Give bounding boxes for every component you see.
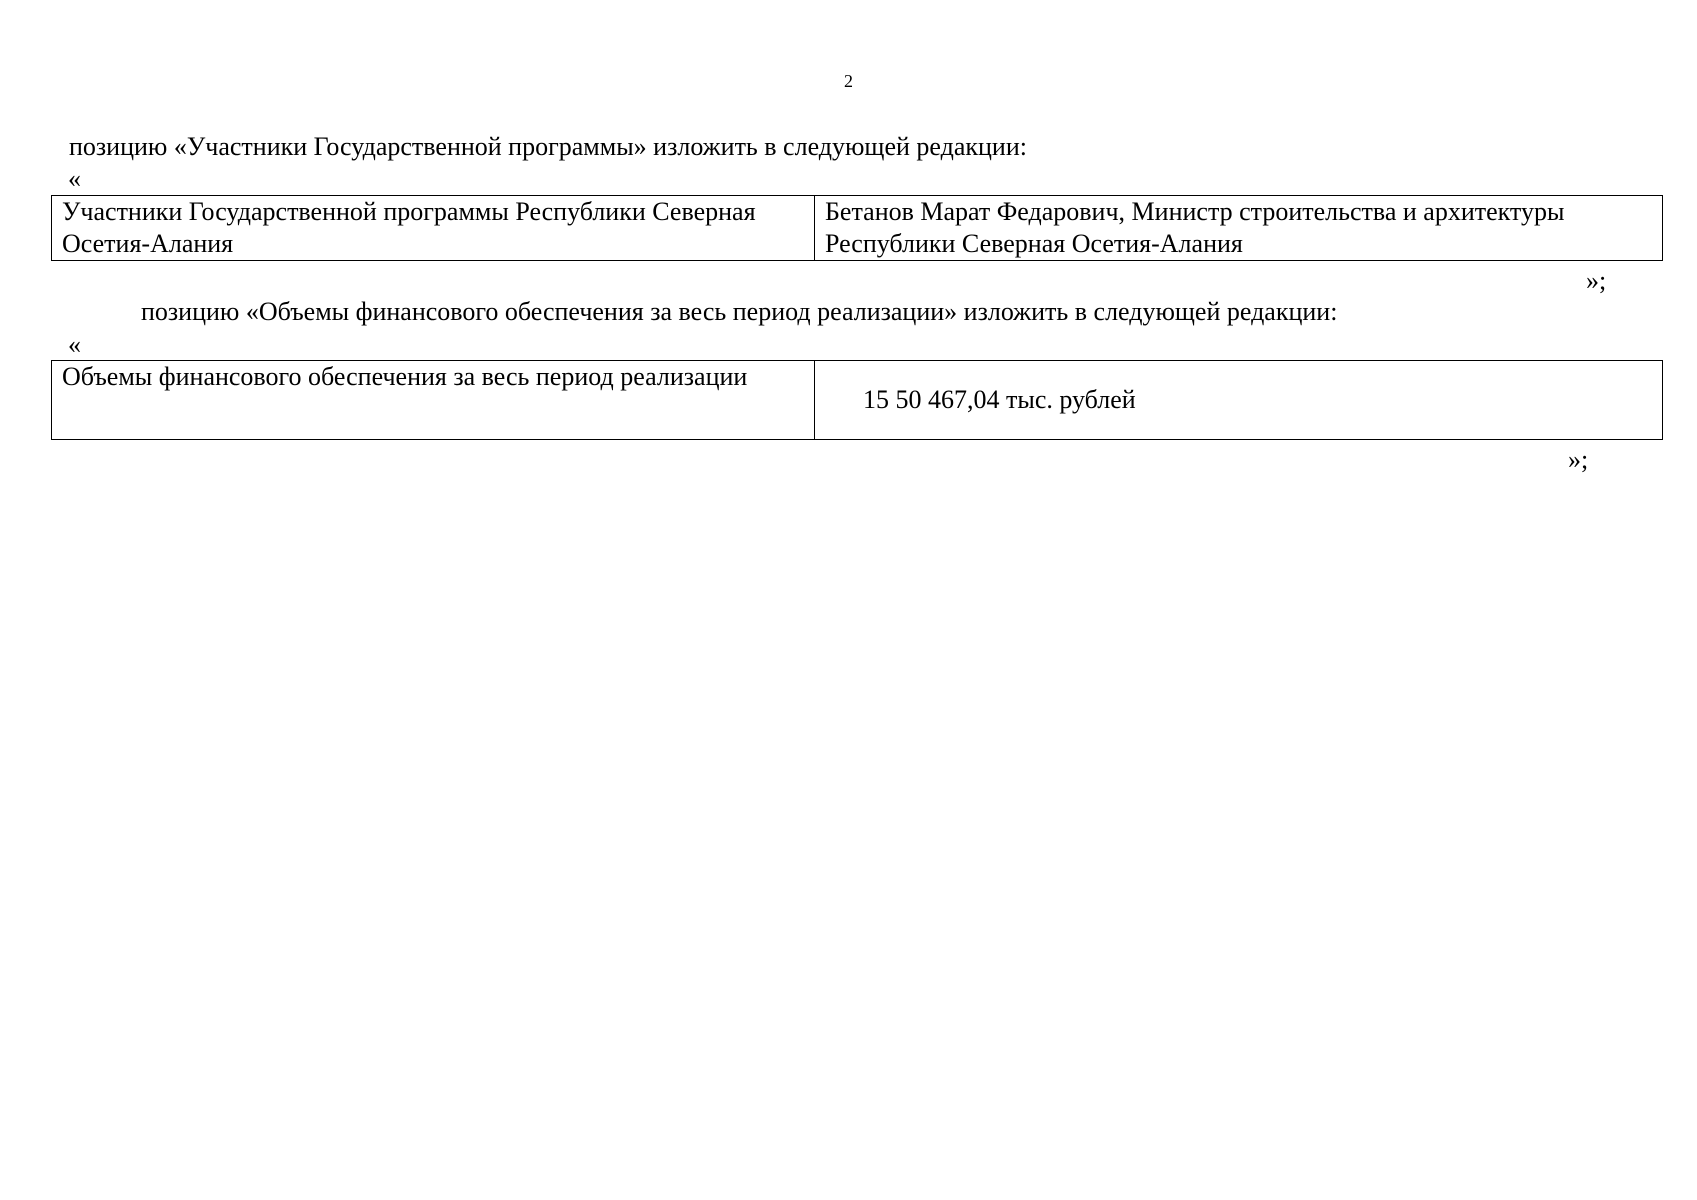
financing-label-cell <box>52 361 815 440</box>
section2-intro: позицию «Объемы финансового обеспечения за весь период реализации» изложить в следующей редакции: <box>141 297 1338 326</box>
financing-value-cell <box>815 361 1663 440</box>
participants-label-cell <box>52 196 815 261</box>
section2-open-quote: « <box>68 330 81 359</box>
participants-row <box>52 196 1663 261</box>
page-number: 2 <box>844 71 853 91</box>
participants-label: Участники Государственной программы Республики Северная Осетия-Алания <box>62 197 756 258</box>
section1-close-quote: »; <box>1586 266 1607 295</box>
section1-open-quote: « <box>68 164 81 193</box>
financing-value: 15 50 467,04 тыс. рублей <box>863 385 1136 414</box>
participants-table <box>51 195 1663 261</box>
financing-table <box>51 360 1663 440</box>
financing-row <box>52 361 1663 440</box>
section1-intro: позицию «Участники Государственной программы» изложить в следующей редакции: <box>69 132 1027 161</box>
financing-label: Объемы финансового обеспечения за весь период реализации <box>62 362 748 391</box>
participants-value: Бетанов Марат Федарович, Министр строительства и архитектуры Республики Северная Осетия-Алания <box>825 197 1565 258</box>
section2-close-quote: »; <box>1568 445 1589 474</box>
participants-value-cell <box>815 196 1663 261</box>
